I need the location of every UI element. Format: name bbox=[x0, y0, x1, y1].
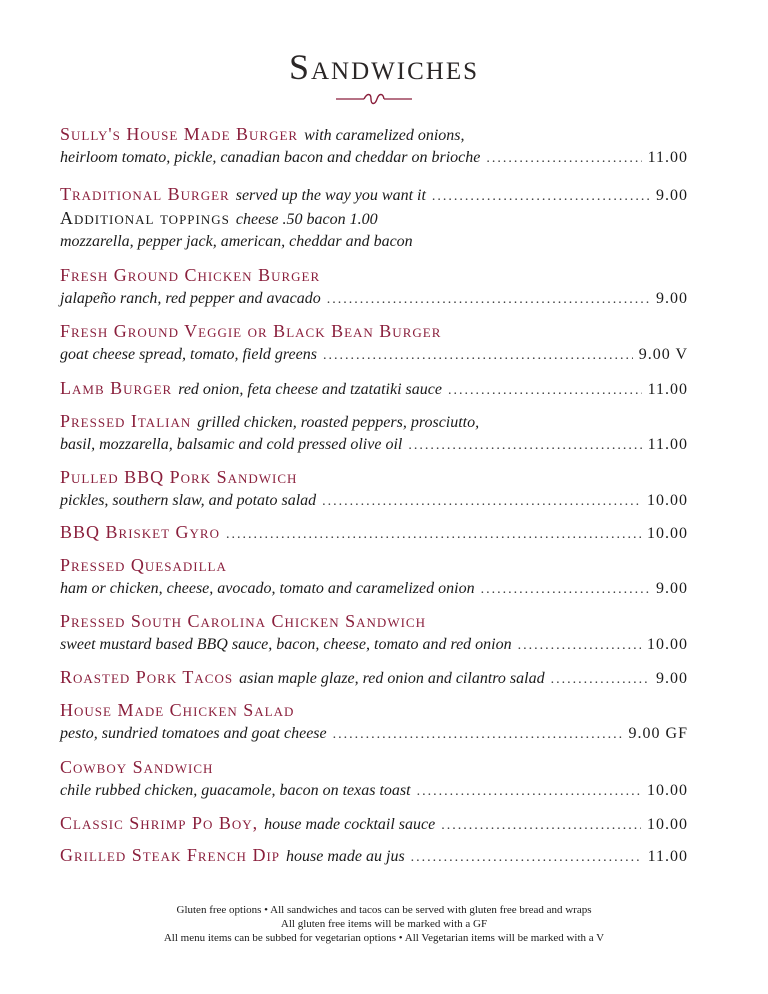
item-name: Fresh Ground Chicken Burger bbox=[60, 265, 321, 285]
dot-leader bbox=[322, 490, 641, 514]
dot-leader bbox=[518, 634, 641, 658]
menu-item-veggie-burger bbox=[60, 319, 688, 367]
menu-item-sullys-burger bbox=[60, 122, 688, 170]
item-name: Classic Shrimp Po Boy, bbox=[60, 813, 259, 833]
flourish-ornament-icon bbox=[334, 92, 414, 106]
item-price: 9.00 bbox=[656, 187, 688, 204]
dietary-notes bbox=[0, 903, 768, 945]
item-desc: ham or chicken, cheese, avocado, tomato and caramelized onion bbox=[60, 580, 475, 597]
item-desc: goat cheese spread, tomato, field greens bbox=[60, 346, 317, 363]
dot-leader bbox=[226, 523, 641, 547]
item-price: 10.00 bbox=[647, 492, 688, 509]
dot-leader bbox=[411, 846, 642, 870]
dot-leader bbox=[327, 288, 650, 312]
item-name: Sully's House Made Burger bbox=[60, 124, 299, 144]
item-desc: sweet mustard based BBQ sauce, bacon, cheese, tomato and red onion bbox=[60, 636, 512, 653]
item-desc: chile rubbed chicken, guacamole, bacon on texas toast bbox=[60, 782, 411, 799]
additional-toppings-prices: cheese .50 bacon 1.00 bbox=[235, 211, 378, 228]
dot-leader bbox=[333, 723, 623, 747]
item-price: 11.00 bbox=[647, 149, 688, 166]
item-desc: mozzarella, pepper jack, american, cheddar and bacon bbox=[60, 233, 413, 250]
dot-leader bbox=[486, 147, 641, 171]
dot-leader bbox=[551, 668, 650, 692]
item-name: Cowboy Sandwich bbox=[60, 757, 214, 777]
item-desc: pesto, sundried tomatoes and goat cheese bbox=[60, 725, 327, 742]
item-price: 10.00 bbox=[647, 816, 688, 833]
item-name: Lamb Burger bbox=[60, 378, 173, 398]
menu-item-traditional-burger bbox=[60, 182, 688, 254]
menu-item-chicken-burger bbox=[60, 263, 688, 311]
item-desc: jalapeño ranch, red pepper and avacado bbox=[60, 290, 321, 307]
menu-item-lamb-burger bbox=[60, 376, 688, 400]
item-desc: with caramelized onions, bbox=[304, 127, 465, 144]
menu-item-shrimp-po-boy bbox=[60, 811, 688, 835]
additional-toppings-label: Additional toppings bbox=[60, 208, 230, 228]
item-price: 11.00 bbox=[647, 436, 688, 453]
menu-item-steak-french-dip bbox=[60, 843, 688, 867]
item-name: Pressed South Carolina Chicken Sandwich bbox=[60, 611, 426, 631]
item-name: Pressed Italian bbox=[60, 411, 192, 431]
dot-leader bbox=[417, 780, 641, 804]
vegetarian-note: All menu items can be subbed for vegetarian options • All Vegetarian items will be marked with a V bbox=[163, 932, 605, 944]
item-name: Fresh Ground Veggie or Black Bean Burger bbox=[60, 321, 442, 341]
item-price: 10.00 bbox=[647, 525, 688, 542]
item-name: Grilled Steak French Dip bbox=[60, 845, 281, 865]
item-name: House Made Chicken Salad bbox=[60, 700, 295, 720]
menu-item-chicken-salad bbox=[60, 698, 688, 746]
menu-item-pulled-bbq-pork bbox=[60, 465, 688, 513]
menu-item-roasted-pork-tacos bbox=[60, 665, 688, 689]
item-name: Roasted Pork Tacos bbox=[60, 667, 234, 687]
item-price: 9.00 bbox=[656, 580, 688, 597]
item-price: 9.00 bbox=[656, 290, 688, 307]
dot-leader bbox=[481, 578, 650, 602]
item-desc: red onion, feta cheese and tzatatiki sauce bbox=[178, 381, 442, 398]
dot-leader bbox=[432, 185, 650, 209]
item-price: 9.00 V bbox=[638, 346, 688, 363]
item-name: BBQ Brisket Gyro bbox=[60, 522, 220, 542]
item-desc: pickles, southern slaw, and potato salad bbox=[60, 492, 317, 509]
item-desc: served up the way you want it bbox=[235, 187, 426, 204]
menu-item-pressed-quesadilla bbox=[60, 553, 688, 601]
item-desc: basil, mozzarella, balsamic and cold pressed olive oil bbox=[60, 436, 403, 453]
gf-marking-note: All gluten free items will be marked with a GF bbox=[280, 918, 488, 930]
item-price: 9.00 GF bbox=[628, 725, 688, 742]
item-name: Pulled BBQ Pork Sandwich bbox=[60, 467, 298, 487]
item-name: Pressed Quesadilla bbox=[60, 555, 227, 575]
item-desc: grilled chicken, roasted peppers, prosciutto, bbox=[197, 414, 480, 431]
dot-leader bbox=[441, 814, 641, 838]
menu-item-cowboy-sandwich bbox=[60, 755, 688, 803]
item-price: 10.00 bbox=[647, 636, 688, 653]
item-desc: house made cocktail sauce bbox=[264, 816, 436, 833]
dot-leader bbox=[323, 344, 633, 368]
menu-item-bbq-brisket-gyro bbox=[60, 520, 688, 544]
gluten-free-note: Gluten free options • All sandwiches and tacos can be served with gluten free bread and wraps bbox=[176, 904, 592, 916]
menu-item-pressed-italian bbox=[60, 409, 688, 457]
item-price: 11.00 bbox=[647, 848, 688, 865]
dot-leader bbox=[408, 434, 641, 458]
menu-item-south-carolina-chicken bbox=[60, 609, 688, 657]
item-desc: heirloom tomato, pickle, canadian bacon and cheddar on brioche bbox=[60, 149, 481, 166]
item-price: 9.00 bbox=[656, 670, 688, 687]
item-desc: house made au jus bbox=[286, 848, 405, 865]
item-name: Traditional Burger bbox=[60, 184, 230, 204]
page-title: Sandwiches bbox=[288, 47, 479, 87]
item-price: 11.00 bbox=[647, 381, 688, 398]
dot-leader bbox=[448, 379, 642, 403]
item-price: 10.00 bbox=[647, 782, 688, 799]
item-desc: asian maple glaze, red onion and cilantro salad bbox=[239, 670, 545, 687]
